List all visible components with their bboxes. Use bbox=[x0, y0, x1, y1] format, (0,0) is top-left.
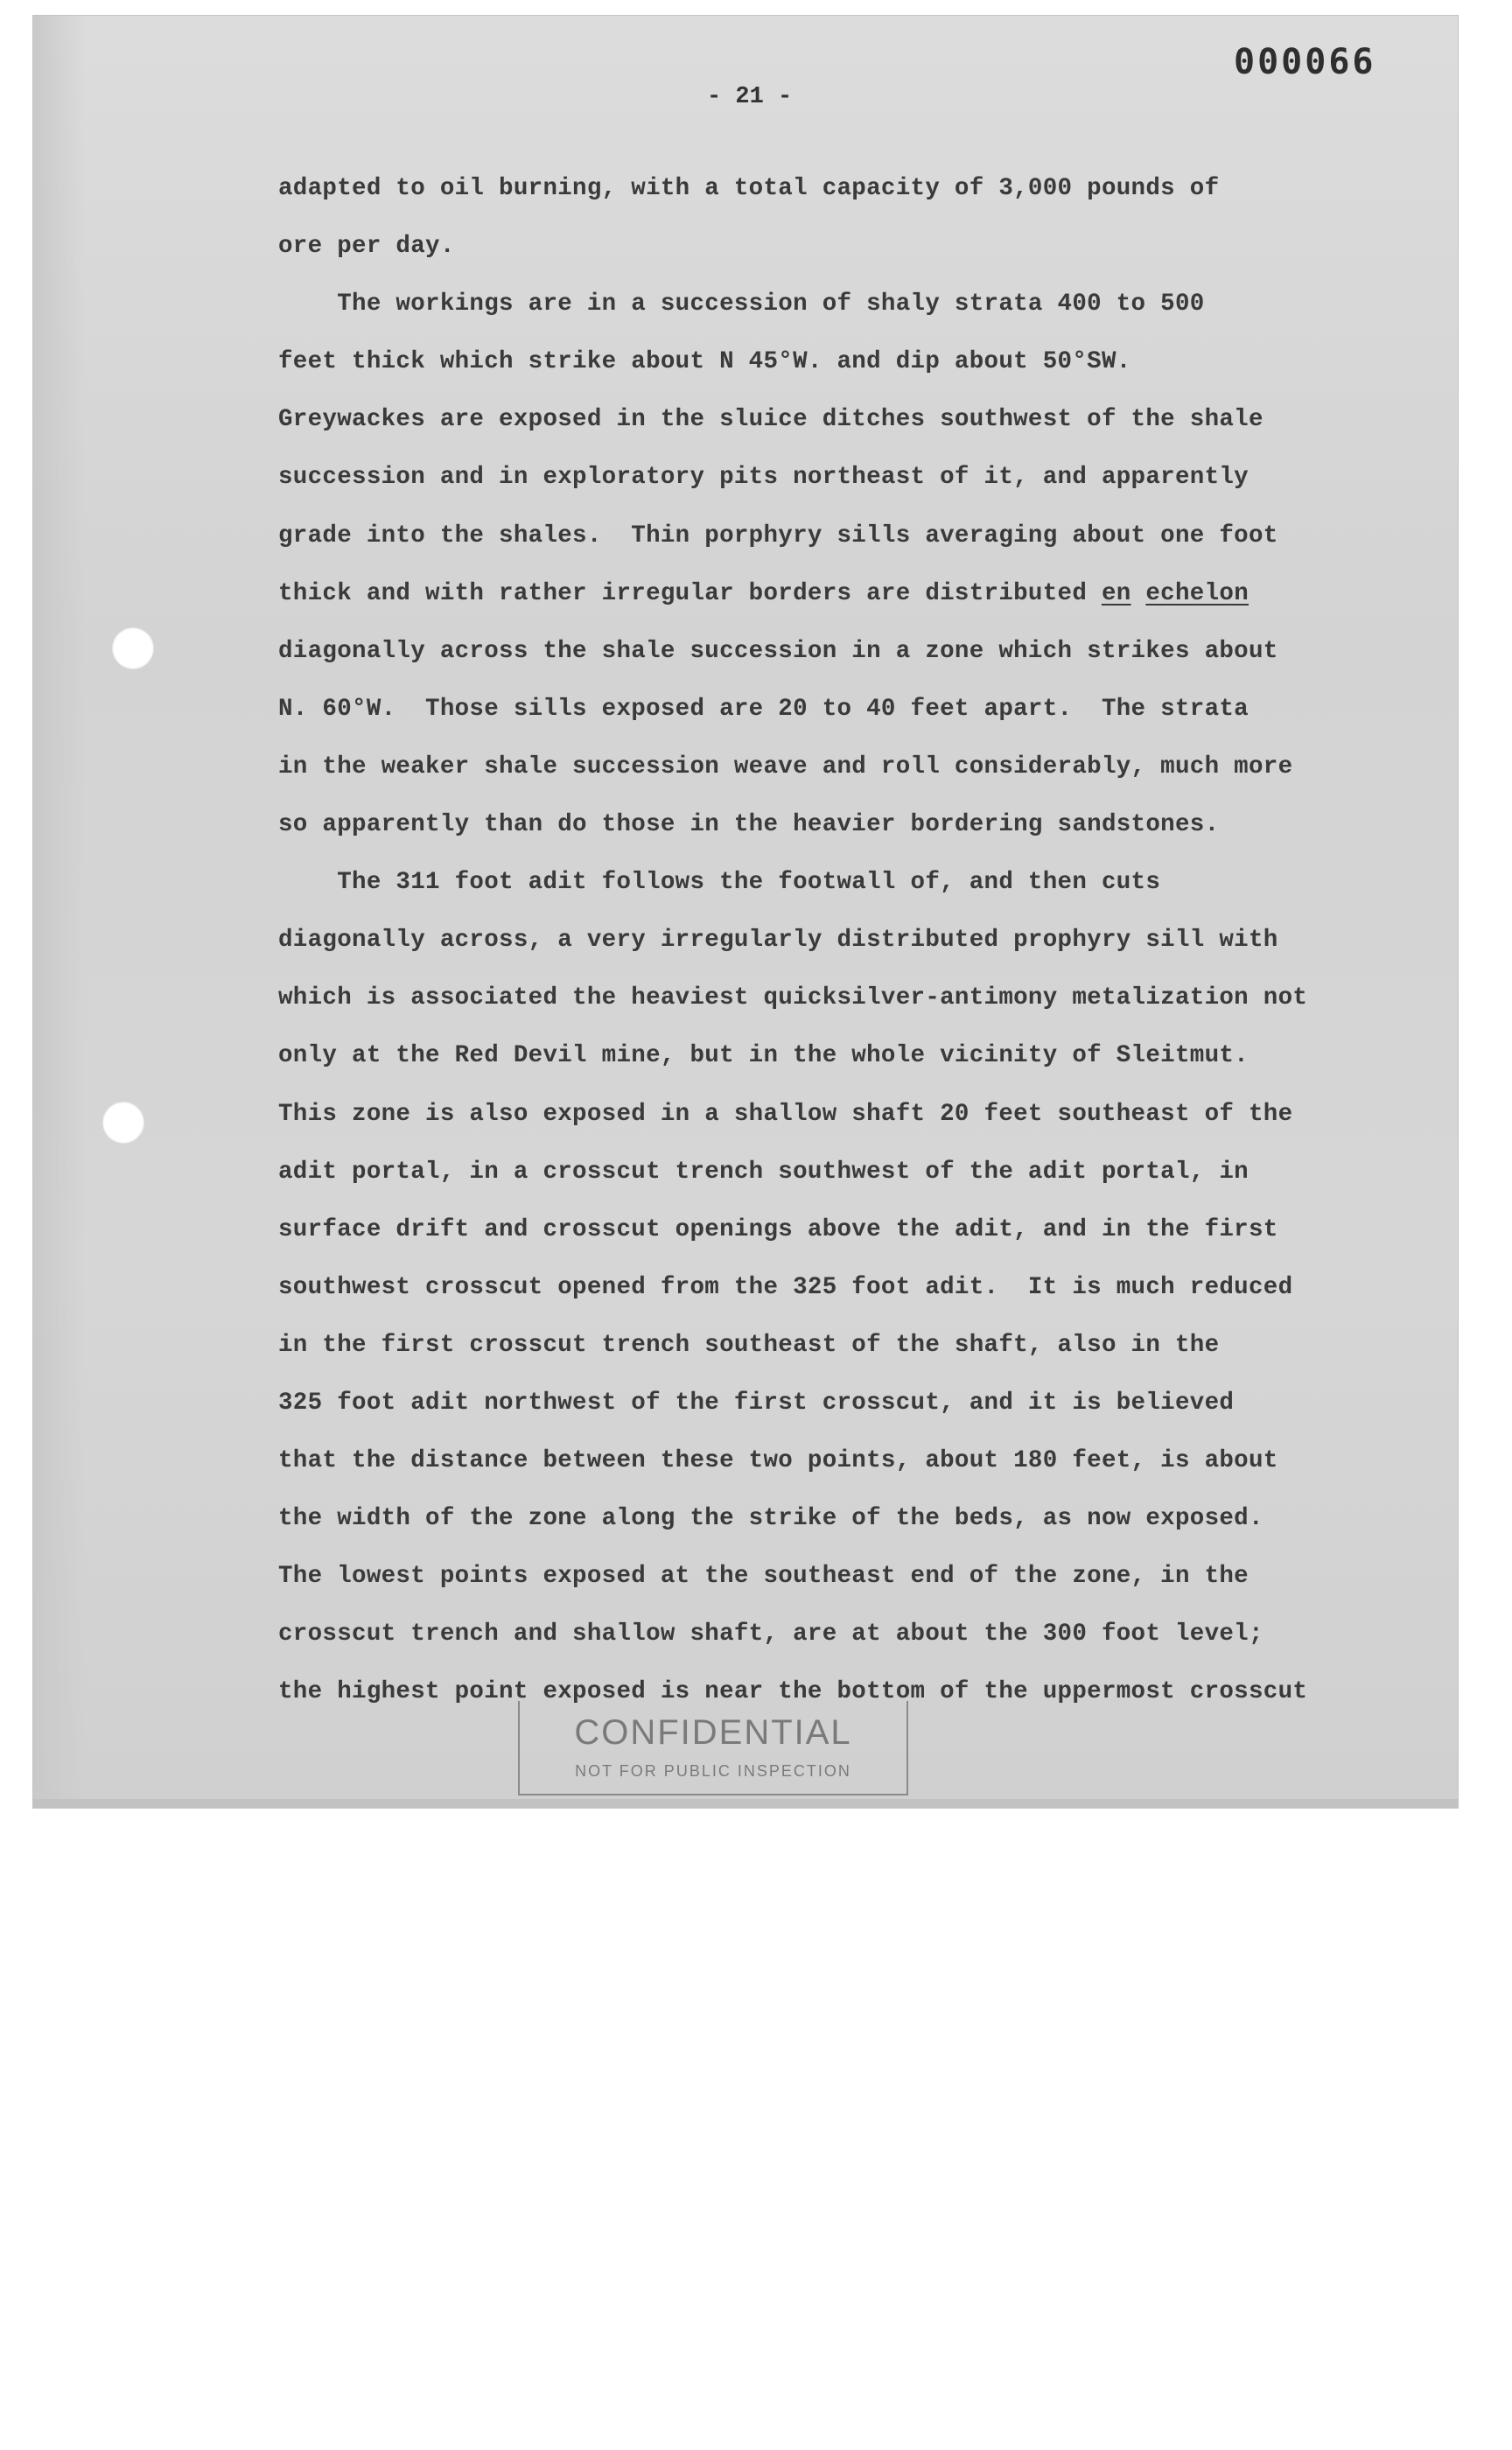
stamp-subtitle: NOT FOR PUBLIC INSPECTION bbox=[575, 1762, 851, 1780]
stamp-title: CONFIDENTIAL bbox=[574, 1713, 852, 1752]
text-line: surface drift and crosscut openings above the adit, and in the first bbox=[278, 1215, 1278, 1243]
text-line: in the first crosscut trench southeast of the shaft, also in the bbox=[278, 1331, 1220, 1359]
punch-hole-icon bbox=[102, 1102, 144, 1144]
text-line: feet thick which strike about N 45°W. and dip about 50°SW. bbox=[278, 348, 1131, 376]
text-line: that the distance between these two points, about 180 feet, is about bbox=[278, 1447, 1278, 1475]
text-line: so apparently than do those in the heavier bordering sandstones. bbox=[278, 811, 1220, 839]
page-number: - 21 - bbox=[707, 84, 793, 110]
underlined-word: en bbox=[1101, 579, 1131, 607]
text-line: diagonally across the shale succession in a zone which strikes about bbox=[278, 637, 1278, 665]
text-line: The lowest points exposed at the southeast end of the zone, in the bbox=[278, 1563, 1249, 1591]
text-line: diagonally across, a very irregularly distributed prophyry sill with bbox=[278, 927, 1278, 955]
confidential-stamp bbox=[518, 1701, 908, 1796]
text-line: 325 foot adit northwest of the first crosscut, and it is believed bbox=[278, 1389, 1235, 1417]
text-line: the highest point exposed is near the bottom of the uppermost crosscut bbox=[278, 1678, 1308, 1706]
underlined-word: echelon bbox=[1145, 579, 1249, 607]
text-line: which is associated the heaviest quicksilver-antimony metalization not bbox=[278, 984, 1308, 1012]
text-line: adapted to oil burning, with a total capacity of 3,000 pounds of bbox=[278, 175, 1220, 202]
document-number: 000066 bbox=[1234, 42, 1376, 82]
text-line: N. 60°W. Those sills exposed are 20 to 40 feet apart. The strata bbox=[278, 695, 1249, 723]
text-line: This zone is also exposed in a shallow shaft 20 feet southeast of the bbox=[278, 1100, 1293, 1128]
text-line: The 311 foot adit follows the footwall of, and then cuts bbox=[278, 869, 1161, 897]
text-line: only at the Red Devil mine, but in the whole vicinity of Sleitmut. bbox=[278, 1042, 1249, 1070]
text-line: The workings are in a succession of shaly strata 400 to 500 bbox=[278, 290, 1205, 318]
text-line: succession and in exploratory pits northeast of it, and apparently bbox=[278, 464, 1249, 492]
text-line: crosscut trench and shallow shaft, are at about the 300 foot level; bbox=[278, 1620, 1264, 1648]
scan-shadow-bottom bbox=[33, 1799, 1458, 1808]
body-text bbox=[278, 160, 1328, 1722]
scan-shadow-left bbox=[33, 16, 86, 1808]
text-line: ore per day. bbox=[278, 233, 455, 261]
text-line: Greywackes are exposed in the sluice ditches southwest of the shale bbox=[278, 406, 1264, 434]
text-line: adit portal, in a crosscut trench southwest of the adit portal, in bbox=[278, 1158, 1249, 1186]
text-line-with-underline: thick and with rather irregular borders are distributed en echelon bbox=[278, 579, 1249, 607]
text-line: the width of the zone along the strike of the beds, as now exposed. bbox=[278, 1505, 1264, 1533]
text-line: grade into the shales. Thin porphyry sills averaging about one foot bbox=[278, 522, 1278, 550]
text-line: in the weaker shale succession weave and roll considerably, much more bbox=[278, 752, 1293, 780]
punch-hole-icon bbox=[112, 627, 154, 669]
text-line: southwest crosscut opened from the 325 foot adit. It is much reduced bbox=[278, 1273, 1293, 1301]
